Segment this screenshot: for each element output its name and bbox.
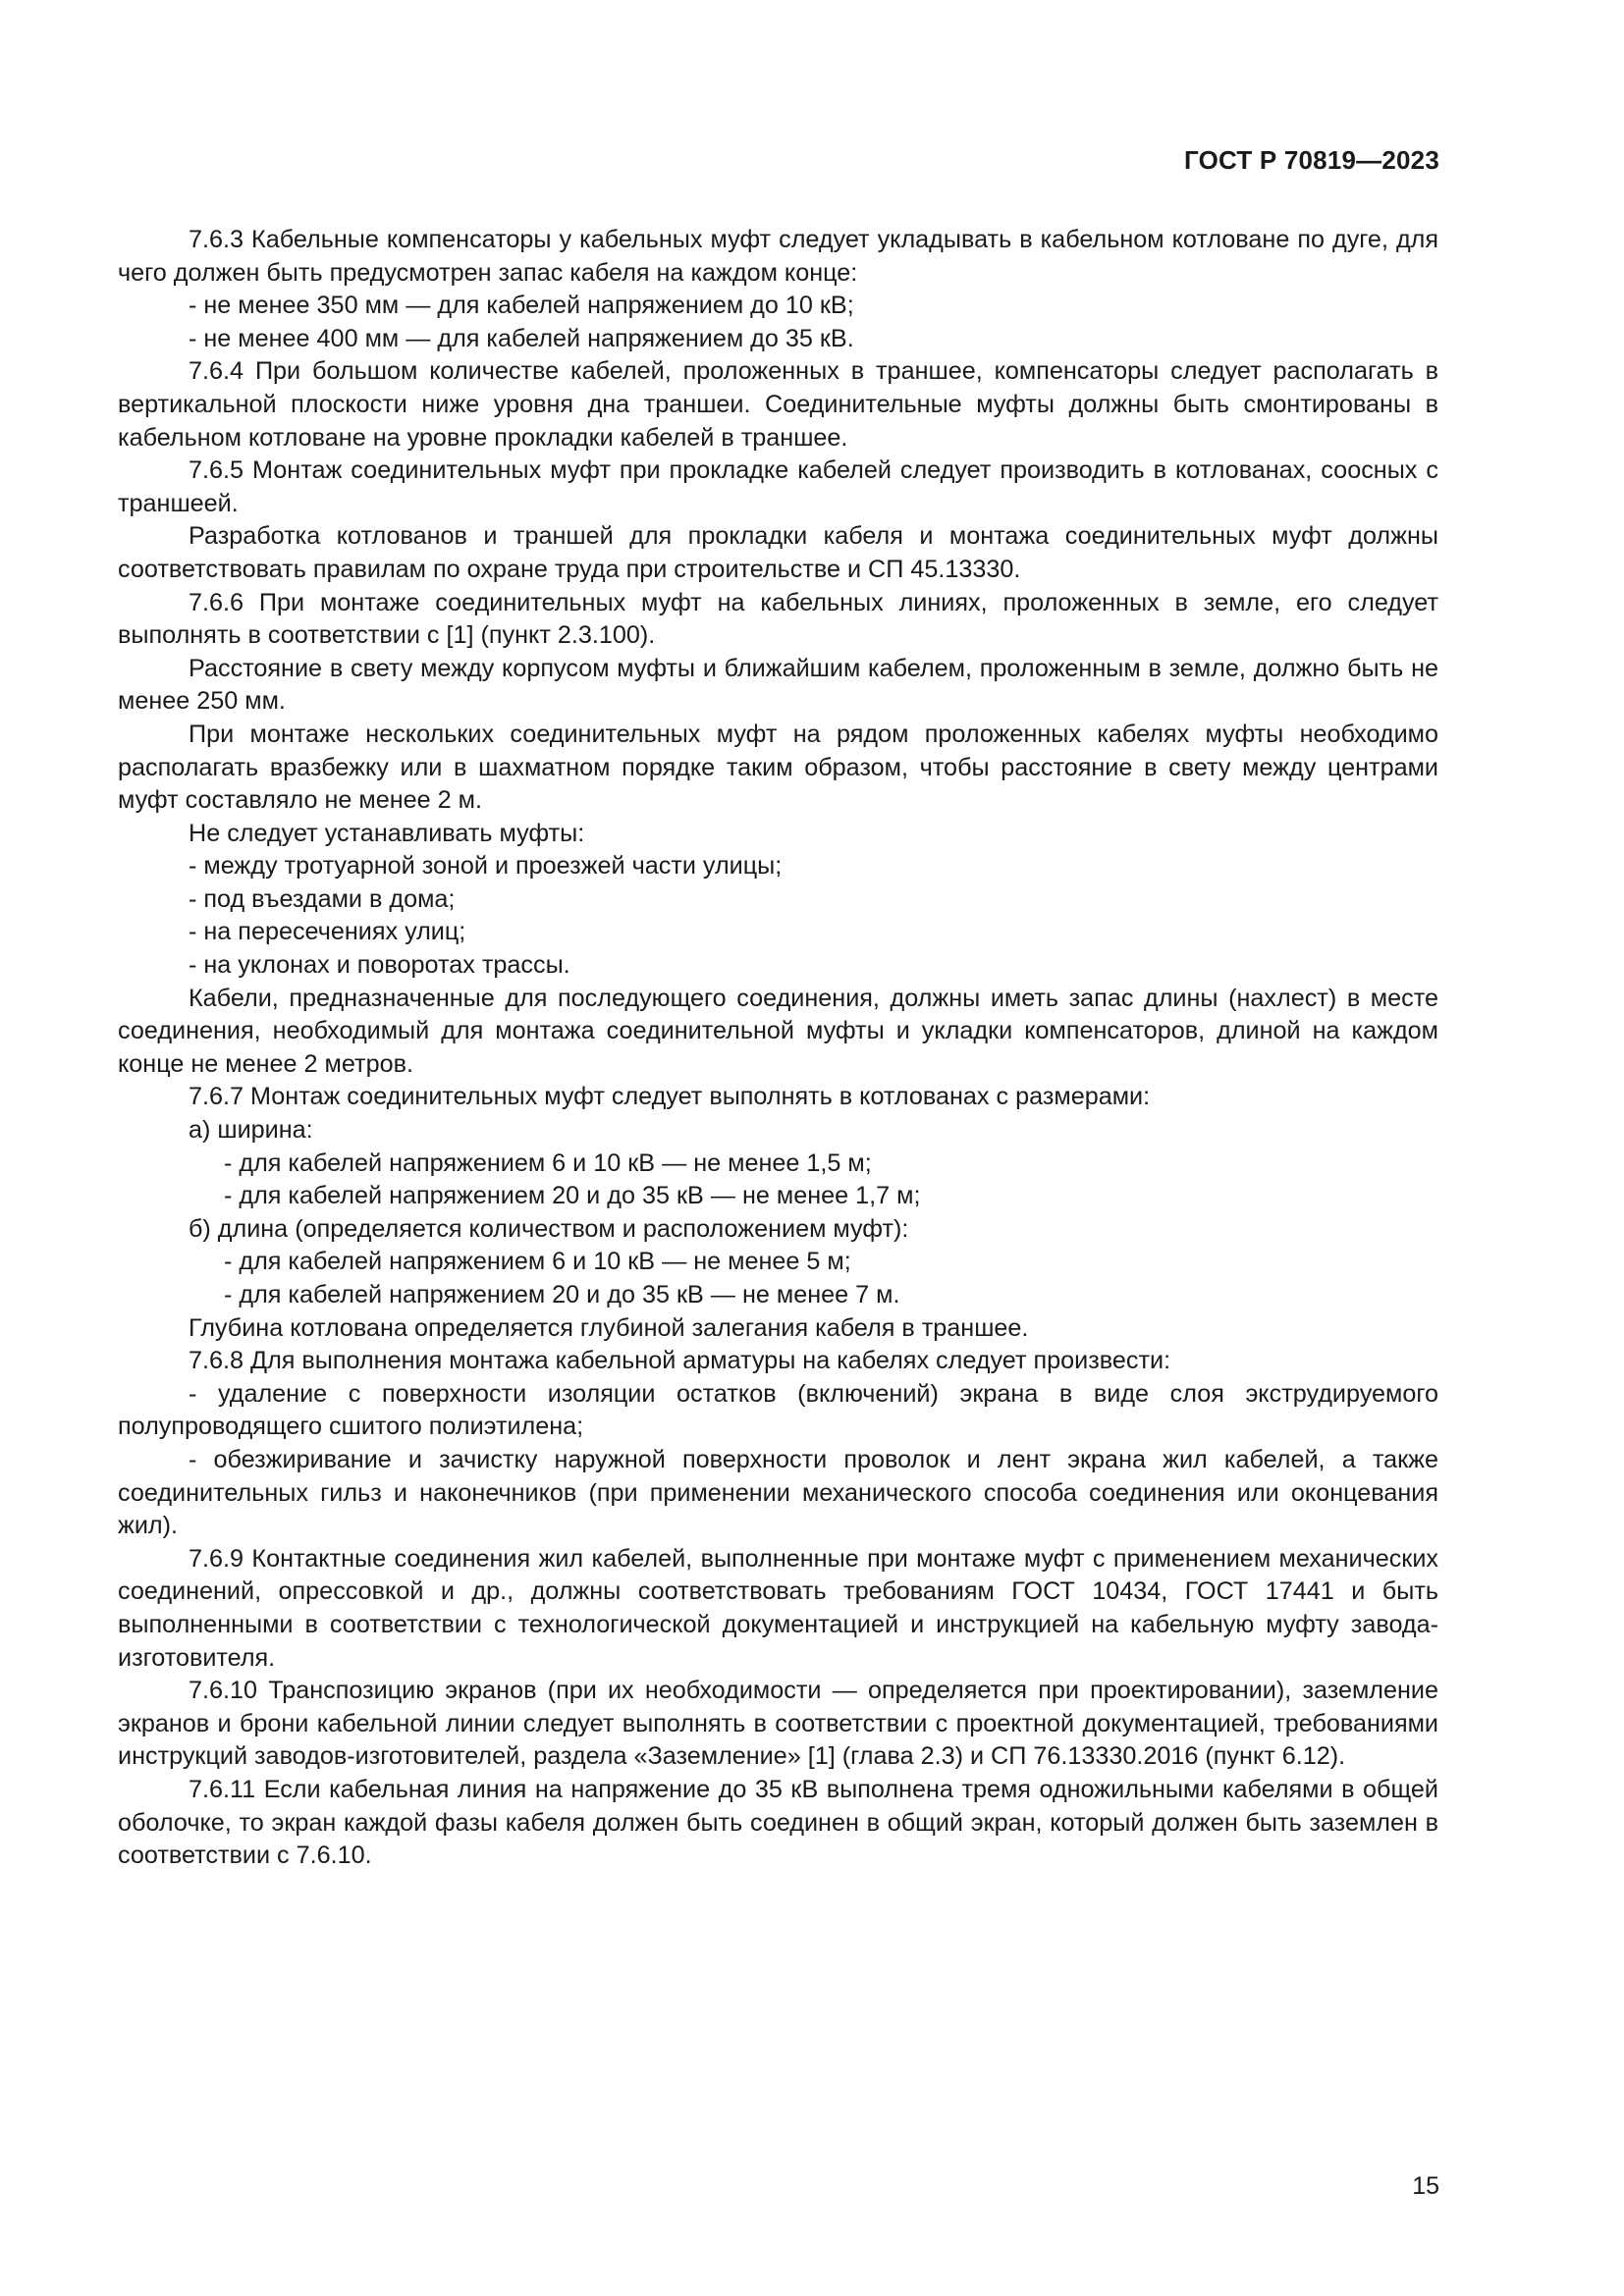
list-item: а) ширина: (189, 1116, 313, 1145)
list-item: - для кабелей напряжением 6 и 10 кВ — не менее 1,5 м; (224, 1148, 872, 1177)
paragraph-7-6-5: 7.6.5 Монтаж соединительных муфт при прокладке кабелей следует производить в котлованах, соосных с траншеей. (118, 456, 1438, 517)
page-number: 15 (1412, 2172, 1439, 2200)
paragraph-7-6-9: 7.6.9 Контактные соединения жил кабелей, выполненные при монтаже муфт с применением механических соединений, опрессовкой и др., должны соответствовать требованиям ГОСТ 10434, ГОСТ 17441 и быть выполненными в соответствии с технологической документацией и инструкцией на кабельную муфту завода-изготовителя. (118, 1544, 1438, 1672)
list-item: - для кабелей напряжением 6 и 10 кВ — не менее 5 м; (224, 1248, 851, 1276)
paragraph: Кабели, предназначенные для последующего соединения, должны иметь запас длины (нахлест) в месте соединения, необходимый для монтажа соединительной муфты и укладки компенсаторов, длиной на каждом конце не менее 2 метров. (118, 984, 1438, 1078)
paragraph: Не следует устанавливать муфты: (189, 819, 585, 847)
list-item: - для кабелей напряжением 20 и до 35 кВ — не менее 7 м. (224, 1281, 900, 1308)
list-item: - между тротуарной зоной и проезжей части улицы; (189, 852, 783, 881)
paragraph: Глубина котлована определяется глубиной залегания кабеля в траншее. (189, 1313, 1029, 1342)
paragraph: - удаление с поверхности изоляции остатков (включений) экрана в виде слоя экструдируемого полупроводящего сшитого полиэтилена; (118, 1379, 1438, 1441)
list-item: - на пересечениях улиц; (189, 918, 466, 946)
document-body (118, 224, 1438, 1873)
paragraph-7-6-7: 7.6.7 Монтаж соединительных муфт следует выполнять в котлованах с размерами: (189, 1083, 1151, 1111)
list-item: - под въездами в дома; (189, 884, 456, 913)
paragraph: Разработка котлованов и траншей для прокладки кабеля и монтажа соединительных муфт должны соответствовать правилам по охране труда при строительстве и СП 45.13330. (118, 522, 1438, 583)
paragraph: - обезжиривание и зачистку наружной поверхности проволок и лент экрана жил кабелей, а также соединительных гильз и наконечников (при применении механического способа соединения или оконцевания жил). (118, 1445, 1438, 1540)
list-item: - не менее 400 мм — для кабелей напряжением до 35 кВ. (189, 324, 854, 352)
paragraph-7-6-11: 7.6.11 Если кабельная линия на напряжение до 35 кВ выполнена тремя одножильными кабелями в общей оболочке, то экран каждой фазы кабеля должен быть соединен в общий экран, который должен быть заземлен в соответствии с 7.6.10. (118, 1775, 1438, 1870)
list-item: - на уклонах и поворотах трассы. (189, 951, 570, 980)
document-standard-id: ГОСТ Р 70819—2023 (1184, 145, 1439, 175)
paragraph-7-6-4: 7.6.4 При большом количестве кабелей, проложенных в траншее, компенсаторы следует располагать в вертикальной плоскости ниже уровня дна траншеи. Соединительные муфты должны быть смонтированы в кабельном котловане на уровне прокладки кабелей в траншее. (118, 357, 1438, 452)
paragraph-7-6-8: 7.6.8 Для выполнения монтажа кабельной арматуры на кабелях следует произвести: (189, 1347, 1171, 1375)
paragraph: Расстояние в свету между корпусом муфты и ближайшим кабелем, проложенным в земле, должно быть не менее 250 мм. (118, 654, 1438, 716)
list-item: б) длина (определяется количеством и расположением муфт): (189, 1214, 909, 1243)
paragraph-7-6-10: 7.6.10 Транспозицию экранов (при их необходимости — определяется при проектировании), заземление экранов и брони кабельной линии следует выполнять в соответствии с проектной документацией, требованиями инструкций заводов-изготовителей, раздела «Заземление» [1] (глава 2.3) и СП 76.13330.2016 (пункт 6.12). (118, 1677, 1438, 1771)
paragraph: При монтаже нескольких соединительных муфт на рядом проложенных кабелях муфты необходимо располагать вразбежку или в шахматном порядке таким образом, чтобы расстояние в свету между центрами муфт составляло не менее 2 м. (118, 720, 1438, 815)
list-item: - не менее 350 мм — для кабелей напряжением до 10 кВ; (189, 292, 854, 320)
list-item: - для кабелей напряжением 20 и до 35 кВ — не менее 1,7 м; (224, 1182, 921, 1210)
paragraph-7-6-3: 7.6.3 Кабельные компенсаторы у кабельных муфт следует укладывать в кабельном котловане по дуге, для чего должен быть предусмотрен запас кабеля на каждом конце: (118, 226, 1438, 287)
paragraph-7-6-6: 7.6.6 При монтаже соединительных муфт на кабельных линиях, проложенных в земле, его следует выполнять в соответствии с [1] (пункт 2.3.100). (118, 588, 1438, 650)
